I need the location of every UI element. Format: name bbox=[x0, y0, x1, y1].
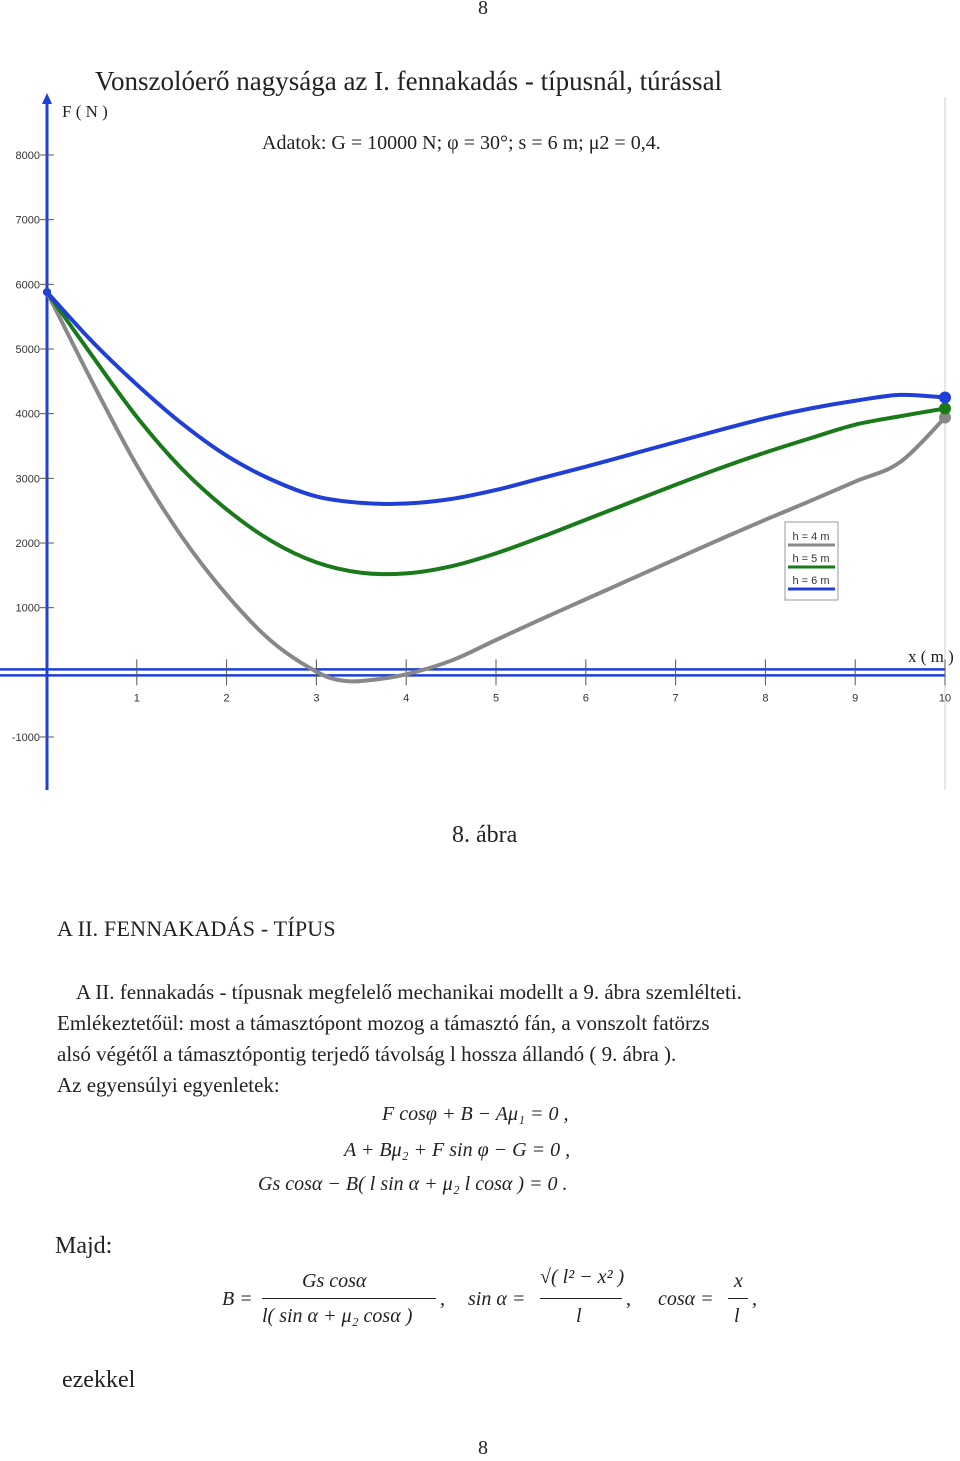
chart-ticks bbox=[12, 150, 951, 744]
sin-denominator: l bbox=[576, 1305, 582, 1327]
y-tick-label: 1000 bbox=[15, 602, 40, 615]
series-end-point-3 bbox=[939, 392, 951, 404]
y-tick-label: 7000 bbox=[15, 214, 40, 227]
x-tick-label: 10 bbox=[938, 692, 952, 705]
x-tick-label: 6 bbox=[582, 692, 589, 705]
paragraph-line-1: A II. fennakadás - típusnak megfelelő mechanikai modellt a 9. ábra szemlélteti. bbox=[76, 980, 742, 1004]
page-number-bottom: 8 bbox=[478, 1437, 488, 1459]
sin-lhs: sin α = bbox=[468, 1288, 526, 1310]
y-tick-label: 2000 bbox=[15, 538, 40, 550]
y-tick-label: 4000 bbox=[15, 408, 40, 421]
x-axis-label: x ( m ) bbox=[908, 647, 954, 666]
b-fraction-bar bbox=[262, 1298, 436, 1299]
y-tick-label: -1000 bbox=[11, 732, 40, 744]
x-tick-label: 4 bbox=[403, 692, 410, 705]
b-numerator: Gs cosα bbox=[302, 1270, 367, 1292]
x-tick-label: 5 bbox=[492, 692, 500, 705]
majd-label: Majd: bbox=[55, 1233, 113, 1259]
sin-comma: , bbox=[626, 1288, 631, 1310]
figure-caption: 8. ábra bbox=[452, 822, 518, 848]
paragraph-line-4: Az egyensúlyi egyenletek: bbox=[57, 1073, 280, 1097]
cos-comma: , bbox=[752, 1288, 757, 1310]
b-comma: , bbox=[440, 1288, 445, 1310]
equation-2: A + Bμ₂ + F sin φ − G = 0 , bbox=[344, 1139, 571, 1161]
y-axis-label: F ( N ) bbox=[62, 102, 108, 121]
series-line-1 bbox=[47, 292, 945, 681]
b-lhs: B = bbox=[222, 1288, 253, 1310]
cos-denominator: l bbox=[734, 1305, 740, 1327]
b-denominator: l( sin α + μ₂ cosα ) bbox=[262, 1305, 413, 1327]
legend-label-2: h = 5 m bbox=[792, 553, 830, 565]
chart-series bbox=[43, 288, 951, 681]
legend-label-3: h = 6 m bbox=[792, 575, 830, 587]
page-number-top: 8 bbox=[478, 0, 488, 19]
sin-fraction-bar bbox=[540, 1298, 622, 1299]
cos-lhs: cosα = bbox=[658, 1288, 714, 1310]
x-tick-label: 9 bbox=[852, 692, 859, 705]
x-tick-label: 1 bbox=[133, 692, 140, 705]
y-tick-label: 5000 bbox=[15, 344, 40, 356]
cos-fraction-bar bbox=[728, 1298, 748, 1299]
y-axis-arrow-icon bbox=[42, 93, 52, 104]
y-tick-label: 3000 bbox=[15, 473, 40, 486]
series-start-point-3 bbox=[43, 288, 51, 296]
paragraph-line-3: alsó végétől a támasztópontig terjedő távolság l hossza állandó ( 9. ábra ). bbox=[57, 1042, 677, 1066]
chart-legend bbox=[785, 522, 838, 600]
section-heading: A II. FENNAKADÁS - TÍPUS bbox=[57, 916, 336, 941]
legend-label-1: h = 4 m bbox=[792, 531, 830, 543]
chart-subtitle: Adatok: G = 10000 N; φ = 30°; s = 6 m; μ2 = 0,4. bbox=[262, 132, 661, 154]
equation-1: F cosφ + B − Aμ₁ = 0 , bbox=[382, 1103, 569, 1125]
x-tick-label: 2 bbox=[223, 692, 230, 705]
x-tick-label: 7 bbox=[672, 692, 679, 705]
x-tick-label: 3 bbox=[313, 692, 320, 705]
sin-numerator: √( l² − x² ) bbox=[540, 1266, 625, 1288]
y-tick-label: 6000 bbox=[15, 279, 40, 292]
series-end-point-2 bbox=[939, 402, 951, 414]
cos-numerator: x bbox=[734, 1270, 743, 1292]
paragraph-line-2: Emlékeztetőül: most a támasztópont mozog a támasztó fán, a vonszolt fatörzs bbox=[57, 1011, 710, 1035]
x-tick-label: 8 bbox=[762, 692, 769, 705]
series-line-3 bbox=[47, 292, 945, 504]
chart-title: Vonszolóerő nagysága az I. fennakadás - típusnál, túrással bbox=[95, 66, 723, 96]
equation-3: Gs cosα − B( l sin α + μ₂ l cosα ) = 0 . bbox=[258, 1173, 568, 1195]
ezekkel-label: ezekkel bbox=[62, 1367, 136, 1393]
y-tick-label: 8000 bbox=[15, 150, 40, 162]
